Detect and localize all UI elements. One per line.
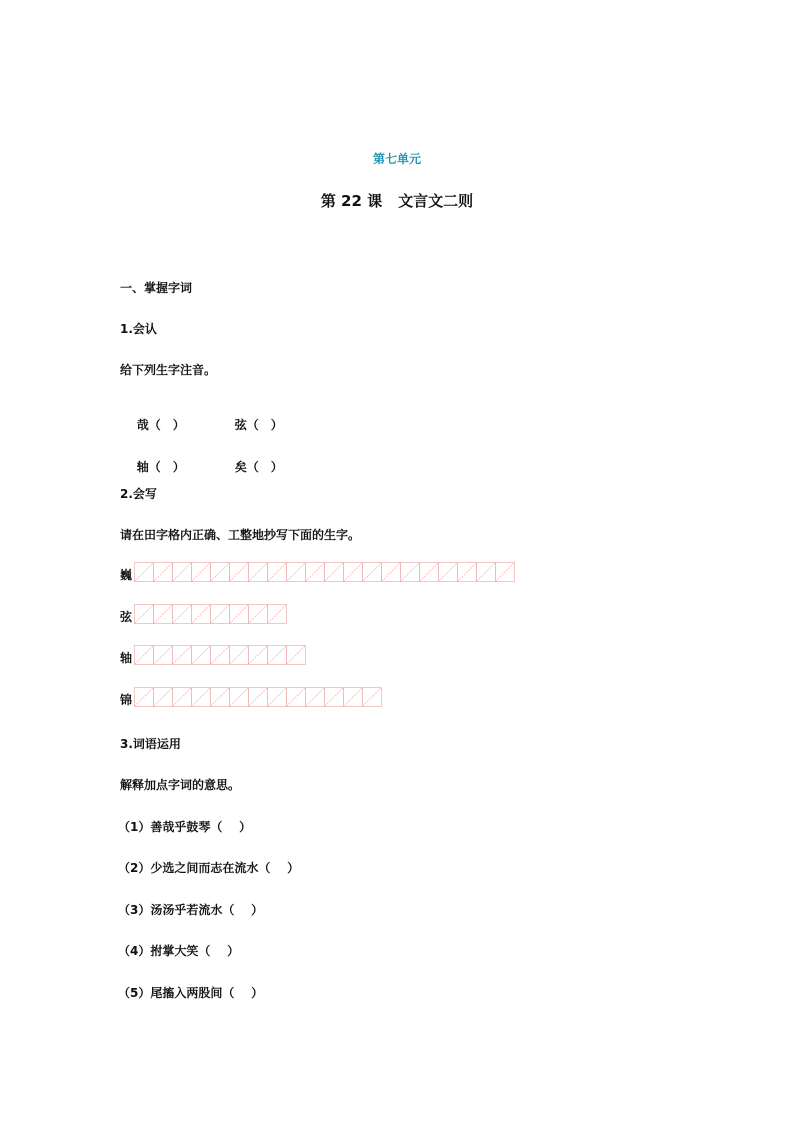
grid-diagonal [249, 688, 268, 707]
grid-diagonal [287, 688, 306, 707]
grid-diagonal [192, 563, 211, 582]
grid-diagonal [192, 688, 211, 707]
grid-diagonal [230, 605, 249, 624]
lesson-title [0, 190, 794, 211]
part3-heading: 3.词语运用 [120, 737, 181, 751]
lesson-number: 第 22 课 [320, 192, 383, 210]
writing-char: 弦 [120, 610, 133, 624]
part3-instruction: 解释加点字词的意思。 [120, 778, 241, 792]
grid-diagonal [192, 605, 211, 624]
writing-char: 轴 [120, 651, 133, 665]
grid-diagonal [306, 688, 325, 707]
pinyin-item: 弦（ ） [234, 418, 283, 432]
vocab-item: （2）少选之间而志在流水（ ） [118, 861, 300, 875]
part2-instruction: 请在田字格内正确、工整地抄写下面的生字。 [120, 528, 361, 542]
vocab-item: （1）善哉乎鼓琴（ ） [118, 820, 252, 834]
vocab-item: （4）拊掌大笑（ ） [118, 944, 240, 958]
writing-grid[interactable] [134, 645, 306, 665]
grid-diagonal [173, 688, 192, 707]
grid-diagonal [154, 605, 173, 624]
grid-diagonal [211, 605, 230, 624]
grid-diagonal [211, 688, 230, 707]
grid-diagonal [477, 563, 496, 582]
grid-diagonal [173, 605, 192, 624]
grid-diagonal [173, 646, 192, 665]
grid-diagonal [458, 563, 477, 582]
grid-diagonal [325, 688, 344, 707]
grid-diagonal [268, 646, 287, 665]
grid-diagonal [325, 563, 344, 582]
grid-diagonal [230, 688, 249, 707]
grid-diagonal [135, 646, 154, 665]
grid-diagonal [154, 688, 173, 707]
section-heading: 一、掌握字词 [120, 281, 193, 295]
grid-diagonal [439, 563, 458, 582]
writing-grid[interactable] [134, 687, 382, 707]
grid-diagonal [287, 646, 306, 665]
grid-diagonal [211, 563, 230, 582]
writing-grid[interactable] [134, 604, 287, 624]
grid-diagonal [249, 563, 268, 582]
grid-diagonal [287, 563, 306, 582]
grid-diagonal [135, 688, 154, 707]
grid-diagonal [382, 563, 401, 582]
lesson-name: 文言文二则 [398, 192, 474, 210]
part2-heading: 2.会写 [120, 487, 157, 501]
grid-diagonal [420, 563, 439, 582]
part1-instruction: 给下列生字注音。 [120, 363, 217, 377]
unit-title: 第七单元 [372, 152, 421, 166]
grid-diagonal [173, 563, 192, 582]
grid-diagonal [135, 563, 154, 582]
pinyin-item: 轴（ ） [136, 460, 185, 474]
grid-diagonal [268, 688, 287, 707]
grid-diagonal [268, 605, 287, 624]
grid-diagonal [268, 563, 287, 582]
writing-char: 巍 [120, 568, 133, 582]
grid-diagonal [249, 605, 268, 624]
writing-grid[interactable] [134, 562, 515, 582]
grid-diagonal [230, 646, 249, 665]
grid-diagonal [154, 646, 173, 665]
pinyin-item: 矣（ ） [234, 460, 283, 474]
grid-diagonal [230, 563, 249, 582]
grid-diagonal [344, 563, 363, 582]
grid-diagonal [249, 646, 268, 665]
vocab-item: （3）汤汤乎若流水（ ） [118, 903, 264, 917]
grid-diagonal [344, 688, 363, 707]
grid-diagonal [154, 563, 173, 582]
grid-diagonal [135, 605, 154, 624]
grid-diagonal [496, 563, 515, 582]
writing-char: 锦 [120, 693, 133, 707]
part1-heading: 1.会认 [120, 322, 157, 336]
grid-diagonal [306, 563, 325, 582]
vocab-item: （5）尾搐入两股间（ ） [118, 986, 264, 1000]
grid-diagonal [192, 646, 211, 665]
grid-diagonal [401, 563, 420, 582]
grid-diagonal [363, 688, 382, 707]
pinyin-item: 哉（ ） [136, 418, 185, 432]
grid-diagonal [211, 646, 230, 665]
grid-diagonal [363, 563, 382, 582]
